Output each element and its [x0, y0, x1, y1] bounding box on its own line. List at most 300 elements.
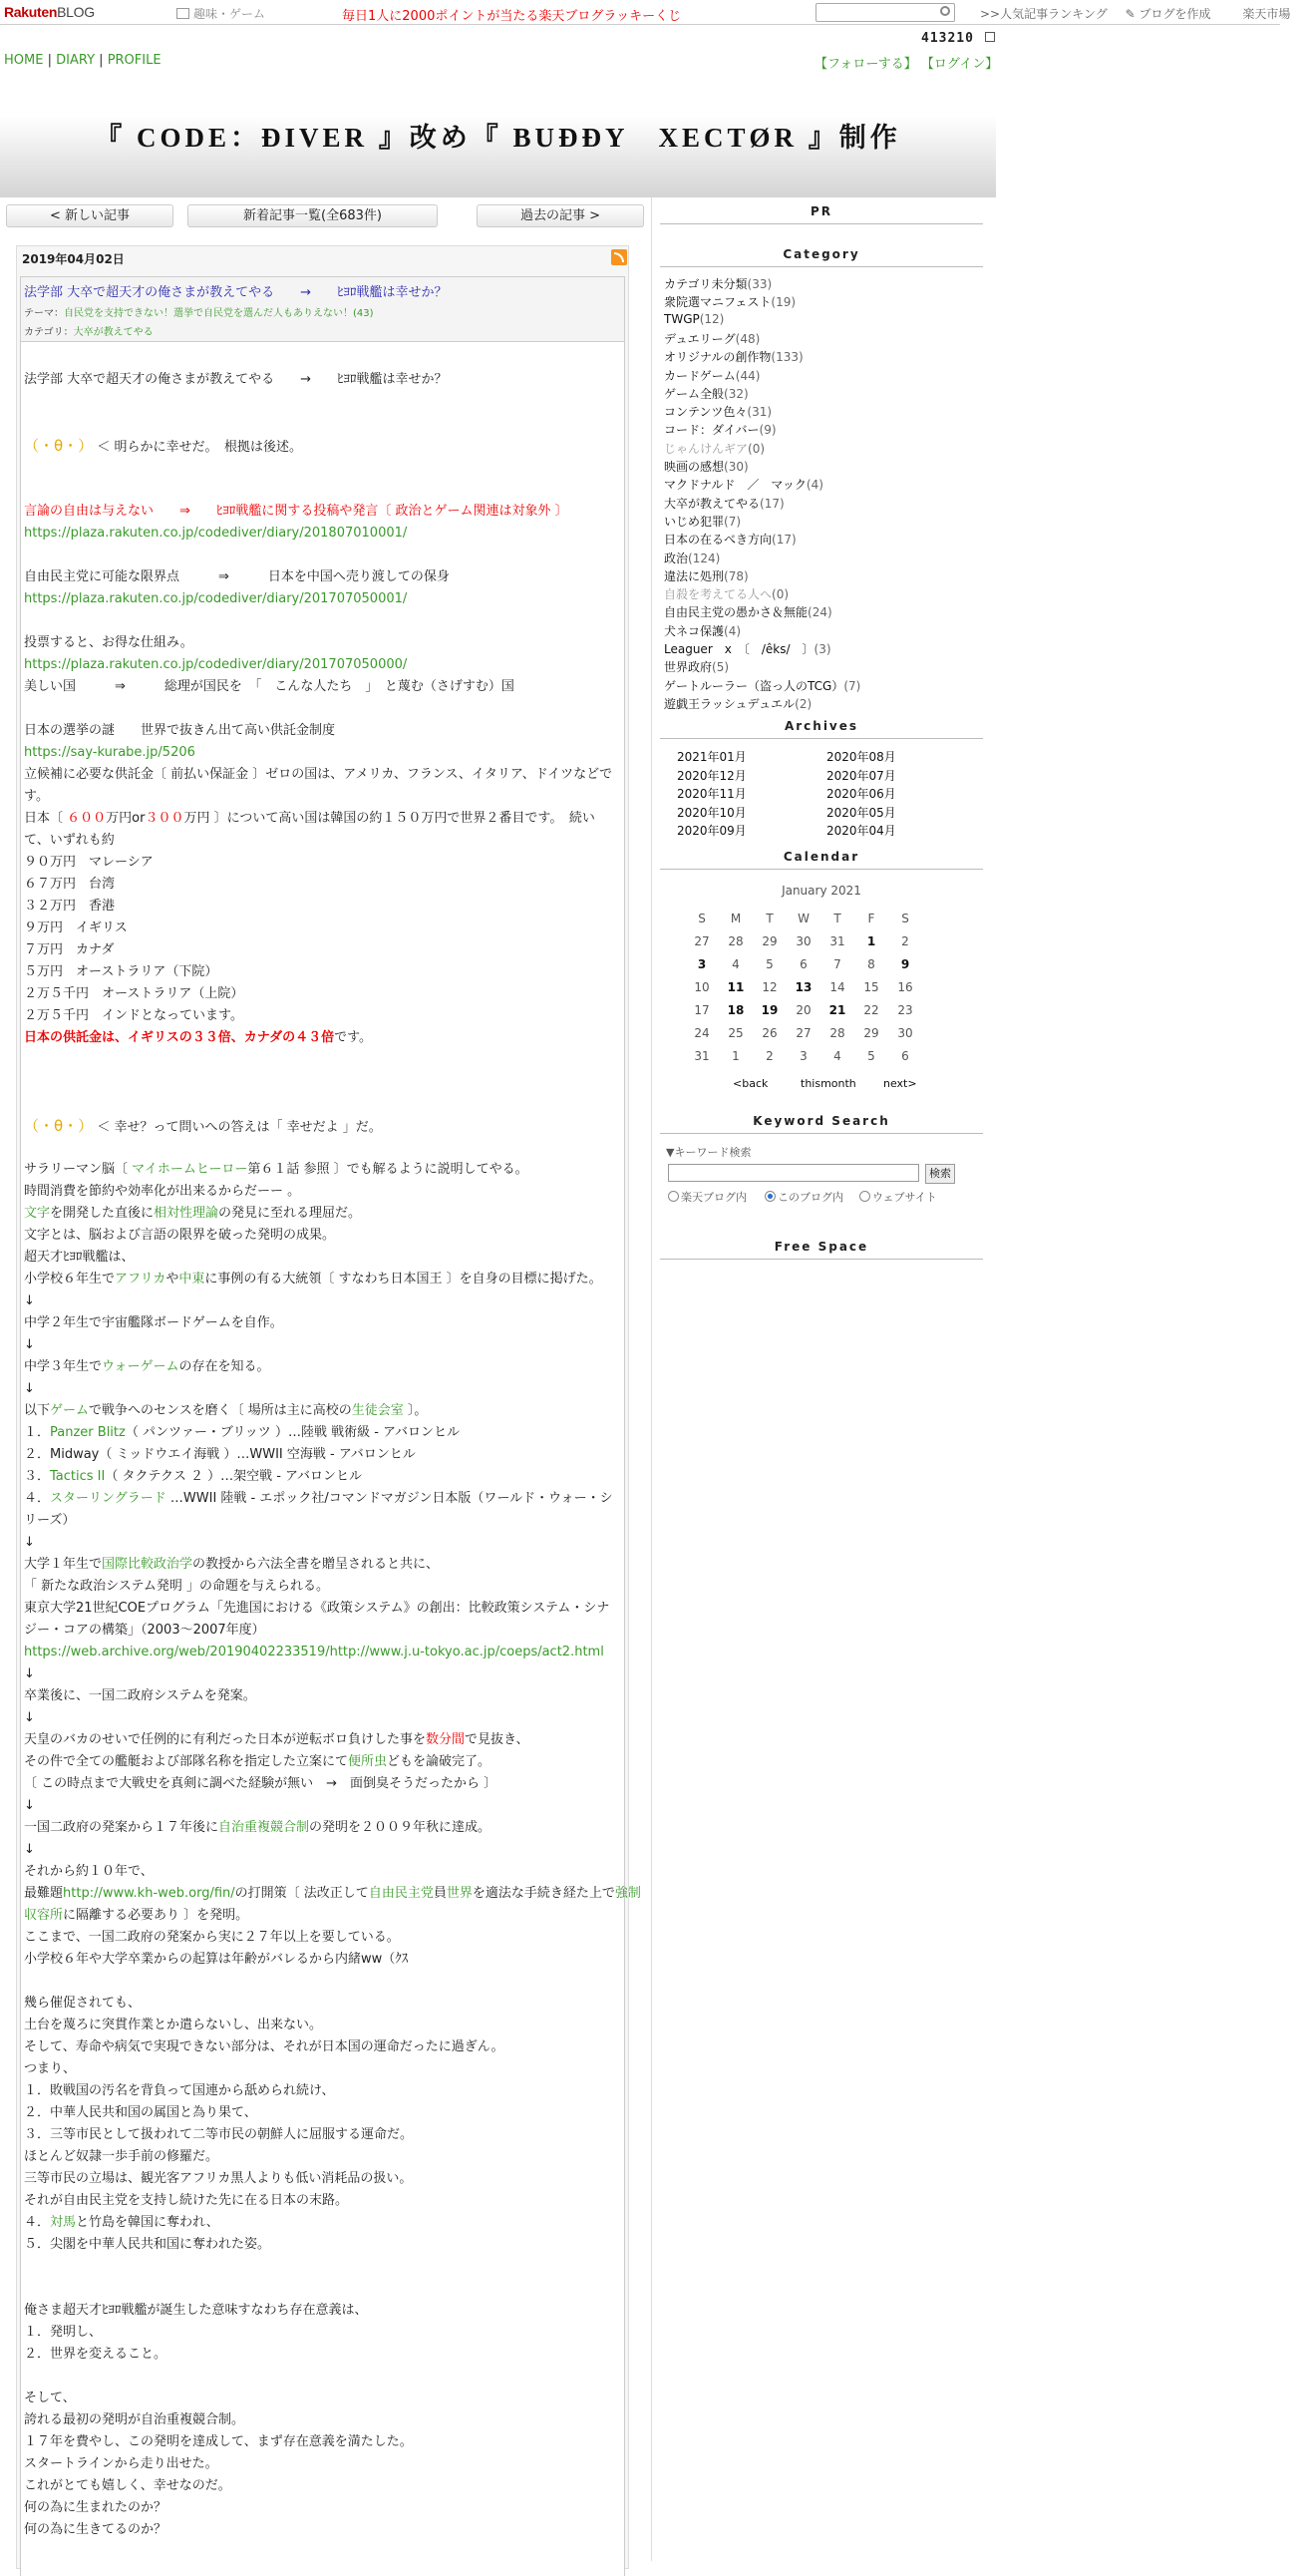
scope-this-blog[interactable]: このブログ内 [765, 1189, 843, 1205]
calendar-day: 5 [766, 957, 774, 971]
entry-text-run: どもを論破完了。 [387, 1754, 491, 1769]
entry-text-run: （ パンツァー・ブリッツ ）…陸戦 戦術級 - アバロンヒル [125, 1425, 460, 1440]
category-item[interactable]: マクドナルド ／ マック(4) [664, 478, 823, 493]
entry-text-run: 幾ら催促されても、 [24, 1996, 142, 2011]
calendar-day: 6 [901, 1049, 909, 1063]
entry-link[interactable]: https://plaza.rakuten.co.jp/codediver/diary/201707050001/ [24, 591, 408, 606]
entry-text-run: ６７万円 台湾 [24, 877, 116, 892]
entry-text-run: ３００ [145, 811, 184, 826]
entry-link[interactable]: アフリカ [115, 1272, 166, 1287]
calendar-day[interactable]: 13 [795, 980, 813, 994]
create-blog-link[interactable]: ✎ ブログを作成 [1125, 7, 1211, 21]
calendar-thismonth[interactable]: thismonth [801, 1077, 856, 1090]
calendar-day: 14 [829, 980, 845, 994]
entry-text-run: ＜ 明らかに幸せだ。 根拠は後述。 [93, 440, 302, 455]
entry-text-run: （・θ・） [24, 1117, 94, 1135]
entry-link[interactable]: http://www.kh-web.org/fin/ [63, 1886, 235, 1901]
entry-link[interactable]: マイホームヒーロー [132, 1162, 248, 1177]
nav-profile[interactable]: PROFILE [107, 53, 162, 68]
entry-line [24, 2215, 219, 2231]
entry-text-run: ほとんど奴隷一歩手前の修羅だ。 [24, 2149, 219, 2164]
entry-link[interactable]: 自由民主党 [368, 1886, 434, 1901]
sidebar-divider [651, 197, 652, 2561]
entry-line [24, 723, 335, 739]
entry-text-run: １．敗戦国の汚名を背負って国連から舐められ続け、 [24, 2083, 335, 2098]
entry-text-run: 万円 〕について高い国は韓国の約１５０万円で世界２番目です。 続い [183, 811, 595, 826]
entry-text-run: に事例の有る大統領〔 すなわち日本国王 〕を自身の目標に掲げた。 [204, 1272, 602, 1287]
entry-line [24, 767, 612, 783]
calendar-day: 26 [762, 1026, 778, 1040]
calendar-day: 31 [694, 1049, 710, 1063]
entry-link[interactable]: ゲーム [50, 1403, 90, 1418]
entry-text-run: を適法な手続き経た上で [472, 1886, 615, 1901]
entry-line [24, 2347, 166, 2363]
entry-link[interactable]: Panzer Blitz [50, 1425, 126, 1440]
category-item[interactable]: 政治(124) [664, 551, 721, 565]
nav-home[interactable]: HOME [4, 53, 44, 68]
promo-link[interactable]: 毎日1人に2000ポイントが当たる楽天ブログラッキーくじ [342, 9, 682, 24]
entry-link[interactable]: 便所虫 [348, 1754, 388, 1769]
entry-text-run: ↓ [24, 1381, 35, 1396]
entry-line [24, 372, 448, 388]
category-item[interactable]: デュエリーグ(48) [664, 331, 761, 346]
calendar-weekday: T [766, 912, 774, 925]
entry-text-run: 〔 この時点まで大戦史を真剣に調べた経験が無い → 面倒臭そうだったから 〕 [24, 1776, 497, 1791]
entry-text-run: １． [24, 1425, 51, 1440]
entry-text-run: の打開策〔 法改正して [234, 1886, 369, 1901]
calendar-back[interactable]: <back [733, 1077, 769, 1090]
entry-text-run: 東京大学21世紀COEプログラム「先進国における《政策システム》の創出：比較政策システム・シナ [24, 1601, 610, 1616]
entry-text-run: 第６１話 参照 〕でも解るように説明してやる。 [247, 1162, 528, 1177]
category-item[interactable]: じゃんけんギア(0) [664, 441, 766, 456]
entry-line [24, 2171, 412, 2187]
keyword-label[interactable]: ▼キーワード検索 [666, 1146, 752, 1159]
entry-text-run: （ タクテクス ２ ）…架空戦 - アバロンヒル [105, 1469, 363, 1484]
entry-line [24, 1601, 609, 1617]
entry-line [24, 1886, 641, 1902]
entry-line [24, 2325, 102, 2341]
entry-text-run: 何の為に生まれたのか？ [24, 2500, 167, 2515]
entry-text-run: 最難題 [24, 1886, 64, 1901]
calendar-day: 8 [867, 957, 875, 971]
category-item[interactable]: 違法に処刑(78) [664, 568, 749, 583]
calendar-day: 3 [800, 1049, 808, 1063]
entry-text-run: 立候補に必要な供託金〔 前払い保証金 〕ゼロの国は、アメリカ、フランス、イタリア、ドイツなどで [24, 767, 613, 782]
category-item[interactable]: 衆院選マニフェスト(19) [664, 295, 797, 310]
entry-line [24, 1184, 300, 1200]
calendar-day[interactable]: 9 [900, 957, 910, 971]
category-item[interactable]: 日本の在るべき方向(17) [664, 533, 797, 548]
entry-line [24, 1513, 75, 1529]
entry-text-run: これがとても嬉しく、幸せなのだ。 [24, 2478, 231, 2493]
entry-line [24, 877, 115, 893]
category-item[interactable]: いじめ犯罪(7) [664, 514, 742, 529]
entry-text-run: ３２万円 香港 [24, 899, 116, 914]
entry-text-run: 大学１年生で [24, 1557, 103, 1572]
entry-text-run: の教授から六法全書を贈呈されると共に、 [192, 1557, 440, 1572]
entry-line [24, 2039, 504, 2055]
entry-line [24, 920, 128, 936]
entry-text-run: ４． [24, 2215, 51, 2230]
entry-text-run: ２．中華人民共和国の属国と為り果て、 [24, 2105, 257, 2120]
calendar-day: 29 [863, 1026, 879, 1040]
archive-link[interactable]: 2020年08月 [826, 750, 896, 764]
entry-line [24, 1930, 400, 1946]
entry-text-run: を開発した直後に [50, 1206, 155, 1221]
calendar-day: 2 [901, 934, 909, 948]
keyword-search-button[interactable]: 検索 [925, 1164, 955, 1184]
calendar-day: 1 [732, 1049, 740, 1063]
entry-text-run: で見抜き、 [465, 1732, 529, 1747]
entry-text-run: 俺さま超天才ﾋﾖﾛ戦艦が誕生した意味すなわち存在意義は、 [24, 2303, 368, 2318]
entry-text-run: 土台を蔑ろに突貫作業とか遣らないし、出来ない。 [24, 2018, 323, 2032]
entry-line [24, 569, 450, 585]
entry-text-run: です。 [334, 1030, 373, 1045]
radio-icon [668, 1191, 679, 1202]
calendar-day: 4 [833, 1049, 841, 1063]
entry-link[interactable]: 国際比較政治学 [102, 1557, 193, 1572]
entry-line [24, 1162, 528, 1178]
category-item[interactable]: コンテンツ色々(31) [664, 405, 773, 420]
entry-line [24, 2127, 413, 2143]
entry-line [24, 1798, 35, 1814]
scope-rakuten-blog[interactable]: 楽天ブログ内 [668, 1189, 747, 1205]
entry-line [24, 2478, 231, 2494]
entry-line [24, 2149, 218, 2165]
entry-line [24, 2083, 334, 2099]
entry-text-run: 何の為に生きてるのか？ [24, 2522, 167, 2537]
category-link[interactable]: 大卒が教えてやる [73, 327, 154, 338]
entry-text-run: １７年を費やし、この発明を達成して、まず存在意義を満たした。 [24, 2434, 413, 2449]
category-item[interactable]: 世界政府(5) [664, 660, 730, 675]
entry-line [24, 2061, 76, 2077]
entry-text-run: て、いずれも約 [24, 833, 115, 848]
blog-title[interactable]: 『 CODE：ÐIVER 』改め『 BUÐÐY XECTØR 』制作 [95, 123, 901, 153]
rakuten-blog-logo[interactable]: RakutenBLOG [4, 4, 95, 20]
entry-text-run: ここまで、一国二政府の発案から実に２７年以上を要している。 [24, 1930, 400, 1945]
entry-line [24, 1820, 490, 1836]
entry-line [24, 2434, 413, 2450]
archive-link[interactable]: 2020年04月 [826, 824, 896, 838]
calendar-day: 2 [766, 1049, 774, 1063]
entry-line [24, 855, 154, 871]
calendar-day: 23 [897, 1003, 913, 1017]
calendar-day: 16 [897, 980, 913, 994]
calendar-day: 28 [728, 934, 744, 948]
entry-line [24, 2018, 322, 2033]
entry-text-run: そして、 [24, 2391, 76, 2405]
entry-text-run: 自由民主党に可能な限界点 ⇒ 日本を中国へ売り渡しての保身 [24, 569, 450, 584]
entry-line [24, 1118, 382, 1136]
entry-text-run: ２万５千円 オーストラリア（上院） [24, 986, 244, 1001]
entry-line [24, 833, 115, 849]
calendar-day: 31 [829, 934, 845, 948]
entry-link[interactable]: 生徒会室 [351, 1403, 404, 1418]
calendar-next[interactable]: next> [883, 1077, 917, 1090]
entry-text-run: 文字とは、脳および言語の限界を破った発明の成果。 [24, 1228, 336, 1243]
pr-heading: PR [660, 204, 983, 224]
entry-text-run: の発見に至れる理屈だ。 [218, 1206, 362, 1221]
calendar-day[interactable]: 1 [866, 934, 876, 948]
blog-nav: HOME | DIARY | PROFILE [4, 53, 162, 68]
category-item[interactable]: 遊戯王ラッシュデュエル(2) [664, 696, 813, 711]
archive-link[interactable]: 2020年10月 [677, 805, 747, 820]
archive-link[interactable]: 2020年06月 [826, 787, 896, 801]
entry-text-run: １．発明し、 [24, 2325, 103, 2340]
newer-post-button[interactable]: < 新しい記事 [6, 204, 173, 227]
archive-link[interactable]: 2020年09月 [677, 824, 747, 838]
entry-line [24, 1250, 135, 1266]
top-links [980, 5, 1304, 22]
calendar-weekday: S [698, 912, 706, 925]
category-item[interactable]: 大卒が教えてやる(17) [664, 496, 785, 511]
entry-line [24, 1579, 329, 1595]
scope-web[interactable]: ウェブサイト [859, 1189, 937, 1205]
entry-line [24, 1754, 490, 1770]
archive-link[interactable]: 2020年07月 [826, 768, 896, 783]
entry-line [24, 2412, 244, 2428]
keyword-heading: Keyword Search [660, 1114, 983, 1134]
entry-link[interactable]: Tactics II [50, 1469, 106, 1484]
entry-line [24, 899, 115, 915]
entry-line [24, 745, 195, 761]
radio-icon [765, 1191, 776, 1202]
top-search-input[interactable] [815, 3, 955, 22]
entry-text-run: それから約１０年で、 [24, 1864, 154, 1879]
entry-line [24, 1403, 427, 1419]
genre-icon [176, 8, 189, 19]
category-item[interactable]: 映画の感想(30) [664, 460, 749, 474]
entry-text-run: 中学２年生で宇宙艦隊ボードゲームを自作。 [24, 1315, 283, 1330]
entry-line [24, 1293, 35, 1309]
entry-line [24, 438, 302, 456]
follow-login [815, 53, 998, 72]
entry-text-run: 以下 [24, 1403, 51, 1418]
calendar-day[interactable]: 19 [761, 1003, 779, 1017]
calendar-day[interactable]: 18 [727, 1003, 745, 1017]
entry-line [24, 1908, 248, 1924]
archive-link[interactable]: 2020年12月 [677, 768, 747, 783]
entry-text-run: （・θ・） [24, 437, 94, 455]
entry-line [24, 657, 407, 673]
entry-link[interactable]: 対馬 [50, 2215, 77, 2230]
entry-text-run: 員 [433, 1886, 447, 1901]
entry-text-run: ３． [24, 1469, 51, 1484]
entry-text-run: 三等市民の立場は、観光客アフリカ黒人よりも低い消耗品の扱い。 [24, 2171, 413, 2186]
entry-text-run: ↓ [24, 1337, 35, 1352]
entry-link[interactable]: https://web.archive.org/web/20190402233519/http://www.j.u-tokyo.ac.jp/coeps/act2.html [24, 1645, 604, 1659]
entry-text-run: ７万円 カナダ [24, 942, 115, 957]
entry-text-run: ↓ [24, 1666, 35, 1681]
rakuten-ichiba-link[interactable]: 楽天市場 [1242, 7, 1291, 21]
entry-text-run: ↓ [24, 1798, 35, 1813]
entry-text-run: 卒業後に、一国二政府システムを発案。 [24, 1688, 256, 1703]
entry-line [24, 1337, 35, 1353]
keyword-input[interactable] [668, 1164, 919, 1182]
entry-line [24, 2193, 348, 2209]
entry-text-run: サラリーマン脳〔 [24, 1162, 133, 1177]
entry-line [24, 2303, 368, 2319]
archive-link[interactable]: 2021年01月 [677, 750, 747, 764]
calendar-day: 12 [762, 980, 778, 994]
entry-text-run: と竹島を韓国に奪われ、 [76, 2215, 219, 2230]
category-item[interactable]: カードゲーム(44) [664, 368, 761, 383]
entry-line [24, 1272, 602, 1288]
entry-text-run: や [165, 1272, 179, 1287]
entry-text-run: ６００ [67, 811, 107, 826]
calendar-day[interactable]: 3 [697, 957, 707, 971]
entry-text-run: それが自由民主党を支持し続けた先に在る日本の末路。 [24, 2193, 349, 2208]
entry-text-run: で戦争へのセンスを磨く〔 場所は主に高校の [89, 1403, 352, 1418]
entry-text-run: …WWII 陸戦 - エポック社/コマンドマガジン日本版（ワールド・ウォー・シ [165, 1491, 613, 1506]
older-post-button[interactable]: 過去の記事 > [477, 204, 644, 227]
entry-text-run: の存在を知る。 [178, 1359, 270, 1374]
entry-line [24, 1535, 35, 1551]
nav-diary[interactable]: DIARY [56, 53, 96, 68]
calendar-day: 27 [796, 1026, 812, 1040]
category-item[interactable]: オリジナルの創作物(133) [664, 350, 804, 365]
calendar-weekday: T [833, 912, 841, 925]
follow-link[interactable]: 【フォローする】 [815, 57, 917, 72]
entry-line [24, 1688, 256, 1704]
counter-icon[interactable] [985, 32, 995, 42]
entry-line [24, 1008, 243, 1024]
calendar-day: 27 [694, 934, 710, 948]
entry-line [24, 504, 568, 520]
category-item[interactable]: TWGP(12) [664, 311, 725, 326]
entry-text-run: に隔離する必要あり 〕を発明。 [63, 1908, 249, 1923]
calendar-weekday: S [901, 912, 909, 925]
category-item[interactable]: Leaguer x 〔 /êks/ 〕(3) [664, 642, 831, 656]
entry-text-run: ９０万円 マレーシア [24, 855, 154, 870]
calendar-day: 17 [694, 1003, 710, 1017]
top-bar [0, 0, 1291, 25]
entry-title[interactable]: 法学部 大卒で超天才の俺さまが教えてやる → ﾋﾖﾛ戦艦は幸せか？ [24, 285, 448, 300]
entry-link[interactable]: 中東 [178, 1272, 205, 1287]
entry-date: 2019年04月02日 [22, 252, 125, 266]
entry-line [24, 1315, 283, 1331]
entry-text-run: 誇れる最初の発明が自治重複競合制。 [24, 2412, 245, 2427]
entry-text-run: ＜ 幸せ？って問いへの答えは「 幸せだよ 」だ。 [93, 1120, 382, 1135]
entry-text-run: ５．尖閣を中華人民共和国に奪われた姿。 [24, 2237, 271, 2252]
entry-line [24, 2237, 270, 2253]
entry-line [24, 1842, 35, 1858]
entry-text-run: す。 [24, 789, 49, 804]
entry-link[interactable]: ウォーゲーム [102, 1359, 179, 1374]
entry-line [24, 1645, 604, 1660]
radio-icon [859, 1191, 870, 1202]
archive-link[interactable]: 2020年05月 [826, 805, 896, 820]
archive-link[interactable]: 2020年11月 [677, 787, 747, 801]
entry-line [24, 635, 193, 651]
entry-line [24, 2105, 257, 2121]
entry-text-run: 日本〔 [24, 811, 68, 826]
entry-text-run: 〕。 [403, 1403, 428, 1418]
genre-link[interactable]: 趣味・ゲーム [176, 5, 265, 22]
entry-theme: テーマ：自民党を支持できない！選挙で自民党を選んだ人もありえない！(43) [24, 308, 374, 319]
entry-line [24, 1030, 372, 1046]
calendar-weekday: F [867, 912, 875, 925]
entry-link[interactable]: https://say-kurabe.jp/5206 [24, 745, 195, 760]
entry-text-run: 時間消費を節約や効率化が出来るからだーー 。 [24, 1184, 301, 1199]
entry-text-run: ９万円 イギリス [24, 920, 128, 935]
entry-text-run: ↓ [24, 1293, 35, 1308]
calendar-day[interactable]: 21 [828, 1003, 846, 1017]
entry-text-run: の発明を２００９年秋に達成。 [309, 1820, 491, 1835]
entry-line [24, 1623, 265, 1639]
category-item[interactable]: 自殺を考えてる人へ(0) [664, 587, 790, 602]
calendar-day: 6 [800, 957, 808, 971]
calendar-day[interactable]: 11 [727, 980, 745, 994]
entry-link[interactable]: 自治重複競合制 [218, 1820, 310, 1835]
entry-text-run: 言論の自由は与えない ⇒ ﾋﾖﾛ戦艦に関する投稿や発言〔 政治とゲーム関連は対象外 〕 [24, 504, 568, 519]
access-counter: 413210 [921, 31, 974, 46]
entry-link[interactable]: https://plaza.rakuten.co.jp/codediver/diary/201807010001/ [24, 526, 408, 541]
category-item[interactable]: 自由民主党の愚かさ＆無能(24) [664, 605, 832, 620]
entry-text-run: つまり、 [24, 2061, 77, 2076]
login-link[interactable]: 【ログイン】 [920, 57, 999, 72]
calendar-day: 30 [796, 934, 812, 948]
category-item[interactable]: ゲーム全般(32) [664, 386, 749, 401]
entry-line [24, 811, 595, 827]
calendar-month: January 2021 [782, 884, 861, 898]
entry-link[interactable]: 文字 [24, 1206, 51, 1221]
category-item[interactable]: カテゴリ未分類(33) [664, 277, 773, 291]
entry-line [24, 1952, 408, 1968]
archives-heading: Archives [660, 719, 983, 739]
entry-text-run: 中学３年生で [24, 1359, 103, 1374]
entry-line [24, 1666, 35, 1682]
theme-link[interactable]: 自民党を支持できない！選挙で自民党を選んだ人もありえない！(43) [64, 308, 374, 319]
entry-text-run: 一国二政府の発案から１７年後に [24, 1820, 219, 1835]
entry-line [24, 2391, 76, 2406]
entry-line [24, 1710, 35, 1726]
category-item[interactable]: ゲートルーラー（盗っ人のTCG）(7) [664, 678, 861, 693]
entry-text-run: ↓ [24, 1710, 35, 1725]
calendar-day: 10 [694, 980, 710, 994]
category-item[interactable]: 犬ネコ保護(4) [664, 623, 742, 638]
entry-link[interactable]: 世界 [446, 1886, 473, 1901]
entry-link[interactable]: 強制 [614, 1886, 641, 1901]
entry-text-run: 「 新たな政治システム発明 」の命題を与えられる。 [24, 1579, 329, 1594]
entry-text-run: ↓ [24, 1535, 35, 1550]
entry-text-run: 日本の選挙の謎 世界で抜きん出て高い供託金制度 [24, 723, 336, 738]
entry-line [24, 1557, 439, 1573]
entry-link[interactable]: 相対性理論 [154, 1206, 219, 1221]
entry-line [24, 1776, 496, 1792]
rss-icon[interactable] [611, 249, 627, 265]
entry-link[interactable]: https://plaza.rakuten.co.jp/codediver/diary/201707050000/ [24, 657, 408, 672]
entry-text-run: ４． [24, 1491, 51, 1506]
entry-line [24, 1996, 141, 2012]
entry-text-run: 万円or [106, 811, 146, 826]
calendar-day: 24 [694, 1026, 710, 1040]
entry-line [24, 942, 114, 958]
freespace-heading: Free Space [660, 1240, 983, 1260]
search-icon [940, 6, 950, 16]
post-list-button[interactable]: 新着記事一覧(全683件) [187, 204, 438, 227]
ranking-link[interactable]: >>人気記事ランキング [980, 7, 1108, 21]
entry-text-run: 美しい国 ⇒ 総理が国民を 「 こんな人たち 」 と蔑む（さげすむ）国 [24, 679, 514, 694]
category-item[interactable]: コード：ダイバー(9) [664, 423, 777, 438]
entry-text-run: 法学部 大卒で超天才の俺さまが教えてやる → ﾋﾖﾛ戦艦は幸せか？ [24, 372, 448, 387]
entry-text-run: 小学校６年や大学卒業からの起算は年齢がバレるから内緒ww（ｸｽ [24, 1952, 409, 1967]
entry-line [24, 2522, 166, 2538]
entry-line [24, 1228, 335, 1244]
entry-link[interactable]: スターリングラード [50, 1491, 166, 1506]
entry-text-run: ２．世界を変えること。 [24, 2347, 167, 2362]
entry-link[interactable]: 収容所 [24, 1908, 64, 1923]
